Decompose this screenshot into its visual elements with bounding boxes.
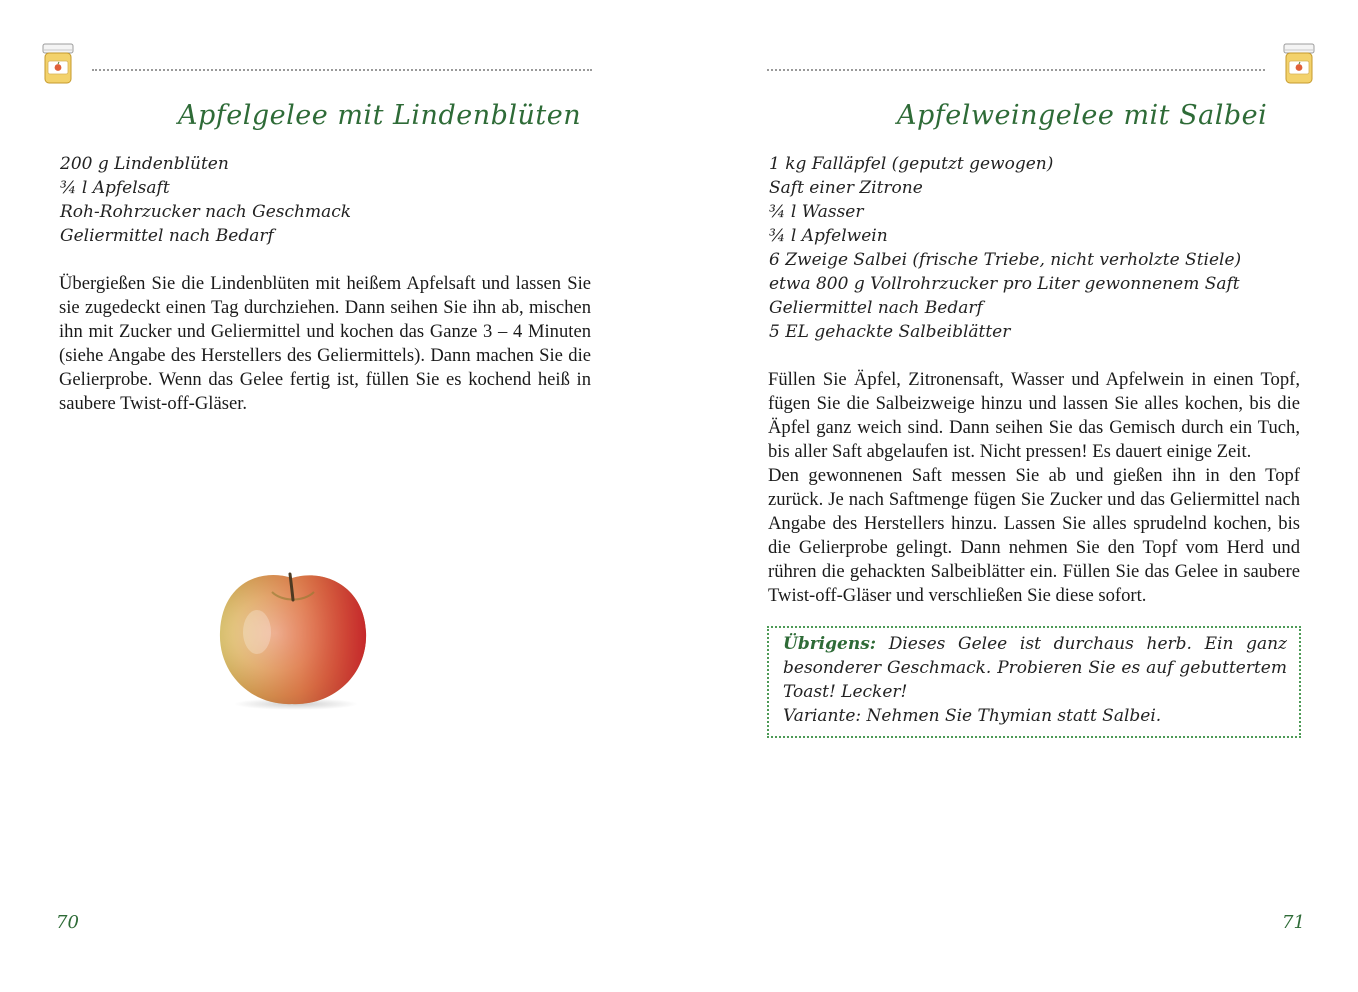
recipe-title: Apfelgelee mit Lindenblüten — [178, 100, 582, 131]
ingredient-list — [769, 152, 1241, 344]
ingredient-item: 1 kg Falläpfel (geputzt gewogen) — [769, 154, 1054, 174]
ingredient-item: etwa 800 g Vollrohrzucker pro Liter gewonnenem Saft — [769, 274, 1240, 294]
tip-text: Dieses Gelee ist durchaus herb. Ein ganz besonderer Geschmack. Probieren Sie es auf gebuttertem Toast! Lecker! — [783, 634, 1287, 702]
ingredient-item: Roh-Rohrzucker nach Geschmack — [60, 202, 352, 222]
apple-illustration — [212, 562, 372, 712]
jam-jar-icon — [1281, 42, 1317, 86]
recipe-instructions — [768, 368, 1300, 608]
recipe-instructions — [59, 272, 591, 416]
instructions-paragraph: Den gewonnenen Saft messen Sie ab und gießen ihn in den Topf zurück. Je nach Saftmenge fügen Sie Zucker und das Geliermittel nach Angabe des Herstellers hinzu. Lassen Sie alles sprudelnd kochen, bis die Gelierprobe gelingt. Dann nehmen Sie den Topf vom Herd und rühren die gehackten Salbeiblätter ein. Füllen Sie das Gelee in saubere Twist-off-Gläser und verschließen Sie diese sofort. — [768, 465, 1300, 606]
ingredient-item: Geliermittel nach Bedarf — [769, 298, 983, 318]
tip-label: Übrigens: — [783, 634, 877, 654]
ingredient-item: 200 g Lindenblüten — [60, 154, 229, 174]
ingredient-item: ¾ l Apfelwein — [769, 226, 888, 246]
header-dotted-rule — [767, 69, 1265, 71]
ingredient-item: 6 Zweige Salbei (frische Triebe, nicht verholzte Stiele) — [769, 250, 1242, 270]
tip-variant: Variante: Nehmen Sie Thymian statt Salbei. — [783, 706, 1162, 726]
recipe-title: Apfelweingelee mit Salbei — [897, 100, 1268, 131]
right-page — [679, 0, 1358, 992]
page-number: 71 — [1282, 912, 1305, 933]
ingredient-item: 5 EL gehackte Salbeiblätter — [769, 322, 1011, 342]
ingredient-list — [60, 152, 351, 248]
tip-box — [767, 626, 1301, 738]
ingredient-item: Geliermittel nach Bedarf — [60, 226, 274, 246]
instructions-paragraph: Übergießen Sie die Lindenblüten mit heißem Apfelsaft und lassen Sie sie zugedeckt einen Tag durchziehen. Dann seihen Sie ihn ab, mischen ihn mit Zucker und Geliermittel und kochen das Ganze 3 – 4 Minuten (siehe Angabe des Herstellers des Geliermittels). Dann machen Sie die Gelierprobe. Wenn das Gelee fertig ist, füllen Sie es kochend heiß in saubere Twist-off-Gläser. — [59, 273, 591, 414]
jam-jar-icon — [40, 42, 76, 86]
header-dotted-rule — [92, 69, 592, 71]
ingredient-item: ¾ l Wasser — [769, 202, 864, 222]
page-number: 70 — [56, 912, 79, 933]
ingredient-item: ¾ l Apfelsaft — [60, 178, 170, 198]
instructions-paragraph: Füllen Sie Äpfel, Zitronensaft, Wasser und Apfelwein in einen Topf, fügen Sie die Salbeizweige hinzu und lassen Sie alles kochen, bis die Äpfel ganz weich sind. Dann seihen Sie das Gemisch durch ein Tuch, bis aller Saft abgelaufen ist. Nicht pressen! Es dauert einige Zeit. — [768, 369, 1300, 462]
ingredient-item: Saft einer Zitrone — [769, 178, 923, 198]
